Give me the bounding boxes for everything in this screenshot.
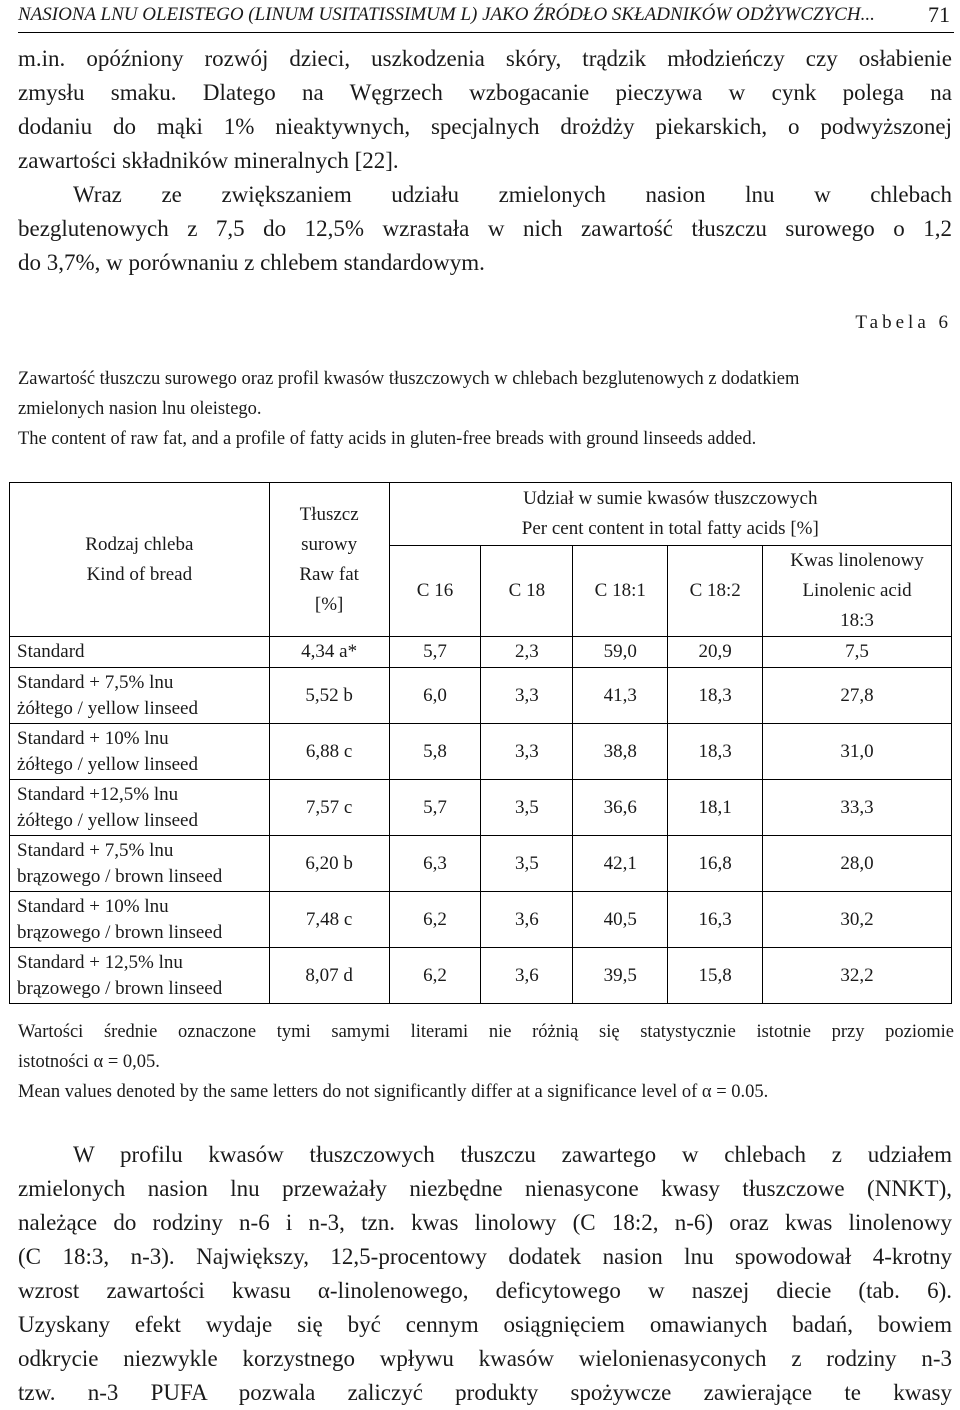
- text-line: dodaniu do mąki 1% nieaktywnych, specjalnych drożdży piekarskich, o podwyższonej: [18, 114, 952, 139]
- cell-c18: 3,5: [481, 780, 573, 836]
- footnote-line: Wartości średnie oznaczone tymi samymi literami nie różnią się statystycznie istotnie przy poziomie: [18, 1022, 954, 1042]
- caption-line: zmielonych nasion lnu oleistego.: [18, 399, 262, 419]
- paragraph-2: [18, 178, 952, 280]
- cell-c181: 59,0: [573, 637, 668, 668]
- header-bread: Rodzaj chleba Kind of bread: [10, 483, 270, 637]
- cell-c183: 31,0: [763, 724, 952, 780]
- cell-fat: 5,52 b: [269, 668, 389, 724]
- caption-line: The content of raw fat, and a profile of fatty acids in gluten-free breads with ground linseeds added.: [18, 429, 757, 449]
- cell-fat: 7,57 c: [269, 780, 389, 836]
- text-line: (C 18:3, n-3). Największy, 12,5-procentowy dodatek nasion lnu spowodował 4-krotny: [18, 1244, 952, 1269]
- cell-c16: 5,7: [389, 780, 481, 836]
- cell-c181: 39,5: [573, 948, 668, 1004]
- row-label: Standard + 10% lnu żółtego / yellow linseed: [10, 724, 270, 780]
- text-line: tzw. n-3 PUFA pozwala zaliczyć produkty spożywcze zawierające te kwasy: [18, 1380, 952, 1405]
- header-fatty-acid-share: Udział w sumie kwasów tłuszczowych Per cent content in total fatty acids [%]: [389, 483, 951, 546]
- header-c182: C 18:2: [668, 546, 763, 637]
- cell-c18: 3,6: [481, 948, 573, 1004]
- row-label: Standard + 7,5% lnu brązowego / brown linseed: [10, 836, 270, 892]
- cell-c16: 5,8: [389, 724, 481, 780]
- text-line: W profilu kwasów tłuszczowych tłuszczu zawartego w chlebach z udziałem: [73, 1142, 952, 1167]
- cell-c18: 3,5: [481, 836, 573, 892]
- table-row: [10, 724, 952, 780]
- row-label: Standard + 12,5% lnu brązowego / brown linseed: [10, 948, 270, 1004]
- cell-fat: 7,48 c: [269, 892, 389, 948]
- table-caption: [18, 364, 954, 454]
- cell-fat: 6,20 b: [269, 836, 389, 892]
- footnote-line: Mean values denoted by the same letters do not significantly differ at a significance level of α = 0.05.: [18, 1082, 769, 1102]
- cell-fat: 8,07 d: [269, 948, 389, 1004]
- text-line: Wraz ze zwiększaniem udziału zmielonych nasion lnu w chlebach: [73, 182, 952, 207]
- row-label: Standard: [10, 637, 270, 668]
- cell-c16: 6,2: [389, 892, 481, 948]
- table-row: [10, 948, 952, 1004]
- text-line: do 3,7%, w porównaniu z chlebem standardowym.: [18, 250, 485, 275]
- cell-c183: 7,5: [763, 637, 952, 668]
- row-label: Standard + 7,5% lnu żółtego / yellow linseed: [10, 668, 270, 724]
- header-raw-fat: Tłuszcz surowy Raw fat [%]: [269, 483, 389, 637]
- table-label: Tabela 6: [855, 312, 952, 333]
- cell-c182: 18,3: [668, 668, 763, 724]
- cell-fat: 4,34 a*: [269, 637, 389, 668]
- text-line: bezglutenowych z 7,5 do 12,5% wzrastała w nich zawartość tłuszczu surowego o 1,2: [18, 216, 952, 241]
- fatty-acid-table: [9, 482, 952, 1004]
- table-row: [10, 668, 952, 724]
- header-c16: C 16: [389, 546, 481, 637]
- cell-c16: 6,0: [389, 668, 481, 724]
- row-label: Standard +12,5% lnu żółtego / yellow linseed: [10, 780, 270, 836]
- cell-c183: 28,0: [763, 836, 952, 892]
- table-row: [10, 780, 952, 836]
- cell-c181: 40,5: [573, 892, 668, 948]
- cell-c183: 33,3: [763, 780, 952, 836]
- cell-c18: 3,6: [481, 892, 573, 948]
- text-line: m.in. opóźniony rozwój dzieci, uszkodzenia skóry, trądzik młodzieńczy czy osłabienie: [18, 46, 952, 71]
- cell-c183: 30,2: [763, 892, 952, 948]
- cell-c18: 2,3: [481, 637, 573, 668]
- cell-c182: 20,9: [668, 637, 763, 668]
- cell-c182: 15,8: [668, 948, 763, 1004]
- cell-c182: 18,3: [668, 724, 763, 780]
- cell-c181: 42,1: [573, 836, 668, 892]
- running-header: [18, 4, 954, 33]
- header-c18: C 18: [481, 546, 573, 637]
- running-title: NASIONA LNU OLEISTEGO (LINUM USITATISSIMUM L) JAKO ŹRÓDŁO SKŁADNIKÓW ODŻYWCZYCH...: [18, 4, 875, 25]
- cell-c16: 5,7: [389, 637, 481, 668]
- cell-c18: 3,3: [481, 724, 573, 780]
- text-line: odkrycie niezwykle korzystnego wpływu kwasów wielonienasyconych z rodziny n-3: [18, 1346, 952, 1371]
- cell-c182: 16,3: [668, 892, 763, 948]
- cell-fat: 6,88 c: [269, 724, 389, 780]
- cell-c183: 27,8: [763, 668, 952, 724]
- cell-c18: 3,3: [481, 668, 573, 724]
- table-row: [10, 892, 952, 948]
- cell-c182: 18,1: [668, 780, 763, 836]
- cell-c181: 41,3: [573, 668, 668, 724]
- cell-c181: 38,8: [573, 724, 668, 780]
- table-row: [10, 637, 952, 668]
- text-line: wzrost zawartości kwasu α-linolenowego, deficytowego w naszej diecie (tab. 6).: [18, 1278, 952, 1303]
- header-c183: Kwas linolenowy Linolenic acid 18:3: [763, 546, 952, 637]
- text-line: zawartości składników mineralnych [22].: [18, 148, 399, 173]
- table-row: [10, 836, 952, 892]
- caption-line: Zawartość tłuszczu surowego oraz profil kwasów tłuszczowych w chlebach bezglutenowych z dodatkiem: [18, 369, 800, 389]
- text-line: Uzyskany efekt wydaje się być cennym osiągnięciem omawianych badań, bowiem: [18, 1312, 952, 1337]
- cell-c16: 6,2: [389, 948, 481, 1004]
- text-line: zmielonych nasion lnu przeważały niezbędne nienasycone kwasy tłuszczowe (NNKT),: [18, 1176, 952, 1201]
- header-c181: C 18:1: [573, 546, 668, 637]
- table-footnote: [18, 1017, 954, 1107]
- footnote-line: istotności α = 0,05.: [18, 1052, 160, 1072]
- page-number: 71: [928, 2, 950, 27]
- text-line: należące do rodziny n-6 i n-3, tzn. kwas linolowy (C 18:2, n-6) oraz kwas linolenowy: [18, 1210, 952, 1235]
- text-line: zmysłu smaku. Dlatego na Węgrzech wzbogacanie pieczywa w cynk polega na: [18, 80, 952, 105]
- row-label: Standard + 10% lnu brązowego / brown linseed: [10, 892, 270, 948]
- paragraph-1: [18, 42, 952, 178]
- cell-c16: 6,3: [389, 836, 481, 892]
- cell-c181: 36,6: [573, 780, 668, 836]
- cell-c182: 16,8: [668, 836, 763, 892]
- cell-c183: 32,2: [763, 948, 952, 1004]
- paragraph-3: [18, 1138, 952, 1410]
